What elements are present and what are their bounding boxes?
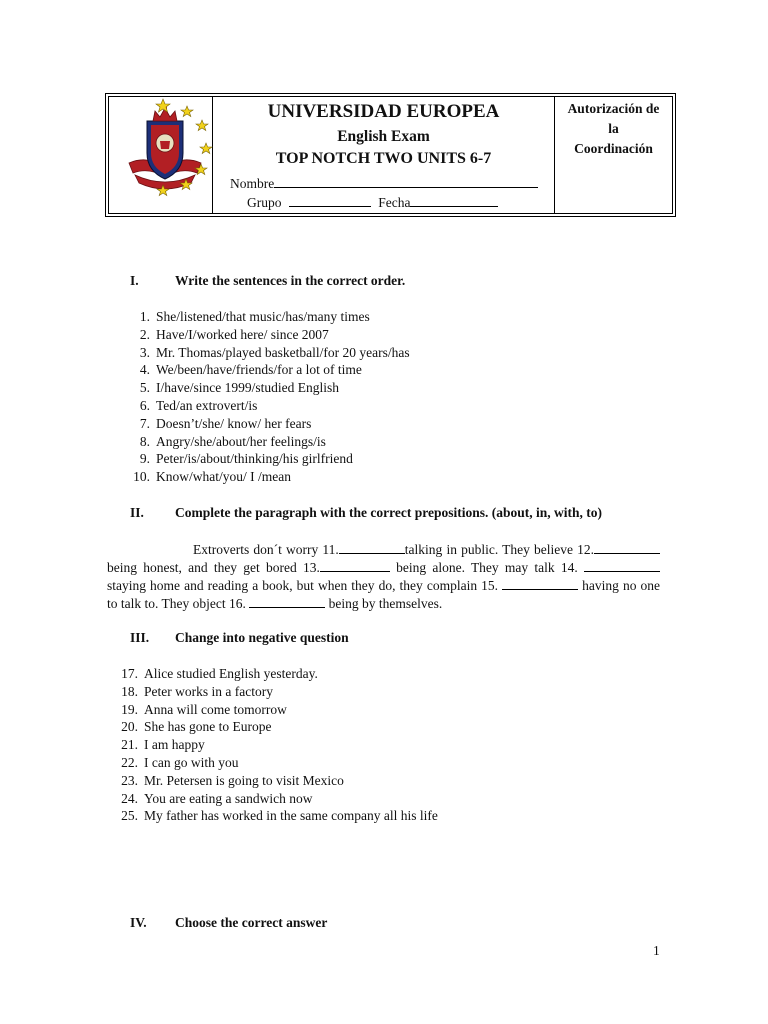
list-item xyxy=(130,308,410,326)
item-number: 18. xyxy=(121,683,138,699)
item-number: 17. xyxy=(121,666,138,681)
item-number: 23. xyxy=(121,772,138,788)
item-text: I am happy xyxy=(144,737,205,753)
item-text: We/been/have/friends/for a lot of time xyxy=(156,362,362,378)
exam-title: English Exam xyxy=(337,128,430,145)
list-item xyxy=(118,718,438,736)
item-number: 5. xyxy=(139,380,150,396)
section-4-title: Choose the correct answer xyxy=(175,915,328,930)
list-item xyxy=(118,807,438,825)
item-number: 8. xyxy=(139,433,150,449)
item-number: 20. xyxy=(121,719,138,735)
item-text: Mr. Thomas/played basketball/for 20 years/has xyxy=(156,344,410,360)
university-name: UNIVERSIDAD EUROPEA xyxy=(267,101,500,122)
blank-14[interactable] xyxy=(584,559,660,572)
section-2-title: Complete the paragraph with the correct prepositions. (about, in, with, to) xyxy=(175,505,602,520)
item-text: Doesn’t/she/ know/ her fears xyxy=(156,415,312,431)
fecha-field[interactable] xyxy=(410,194,498,207)
item-text: Know/what/you/ I /mean xyxy=(156,469,291,485)
list-item xyxy=(130,450,410,468)
nombre-row xyxy=(230,175,538,192)
section-3-heading xyxy=(130,630,670,648)
list-item xyxy=(118,683,438,701)
title-cell xyxy=(213,97,555,213)
authorization-line-1: Autorización de xyxy=(567,101,660,116)
section-1-heading xyxy=(130,273,670,291)
section-4-heading xyxy=(130,915,670,933)
list-item xyxy=(118,701,438,719)
authorization-cell xyxy=(555,97,672,213)
authorization-line-3: Coordinación xyxy=(574,141,653,156)
section-1-title: Write the sentences in the correct order. xyxy=(175,273,406,288)
logo-cell xyxy=(109,97,213,213)
list-item xyxy=(130,415,410,433)
list-item xyxy=(118,736,438,754)
list-item xyxy=(130,468,410,486)
section-1-list xyxy=(130,308,410,486)
item-number: 22. xyxy=(121,754,138,770)
item-number: 25. xyxy=(121,808,138,824)
item-text: Mr. Petersen is going to visit Mexico xyxy=(144,772,344,788)
section-2-number: II. xyxy=(130,505,144,520)
para-part-7: being by themselves. xyxy=(325,596,443,611)
grupo-label: Grupo xyxy=(247,195,282,210)
page-number: 1 xyxy=(653,943,660,958)
exam-header xyxy=(105,93,676,217)
item-text: She has gone to Europe xyxy=(144,719,272,735)
nombre-field[interactable] xyxy=(274,175,538,188)
fecha-label: Fecha xyxy=(378,195,411,210)
list-item xyxy=(130,361,410,379)
item-number: 9. xyxy=(139,451,150,467)
para-part-5: staying home and reading a book, but when they do, they complain 15. xyxy=(107,578,499,593)
grupo-row xyxy=(247,194,498,211)
nombre-label: Nombre xyxy=(230,176,275,191)
item-number: 19. xyxy=(121,701,138,717)
list-item xyxy=(118,665,438,683)
list-item xyxy=(130,326,410,344)
blank-12[interactable] xyxy=(594,541,660,554)
blank-11[interactable] xyxy=(339,541,405,554)
university-crest-logo xyxy=(125,97,215,215)
prepositions-paragraph xyxy=(107,541,660,613)
para-part-3: being honest, and they get bored 13. xyxy=(107,560,320,575)
section-4-number: IV. xyxy=(130,915,147,930)
item-number: 1. xyxy=(139,309,150,324)
item-number: 2. xyxy=(139,326,150,342)
list-item xyxy=(130,379,410,397)
item-text: Peter/is/about/thinking/his girlfriend xyxy=(156,451,353,467)
section-1-number: I. xyxy=(130,273,139,288)
grupo-field[interactable] xyxy=(289,194,371,207)
para-part-1: Extroverts don´t worry 11. xyxy=(193,542,339,557)
authorization-line-2: la xyxy=(608,121,619,136)
item-text: Angry/she/about/her feelings/is xyxy=(156,433,326,449)
section-2-heading xyxy=(130,505,670,523)
blank-16[interactable] xyxy=(249,595,325,608)
item-text: Alice studied English yesterday. xyxy=(144,666,318,681)
para-part-4: being alone. They may talk 14. xyxy=(389,560,584,575)
section-3-number: III. xyxy=(130,630,150,645)
item-number: 10. xyxy=(133,469,150,485)
course-title: TOP NOTCH TWO UNITS 6-7 xyxy=(275,150,492,167)
para-part-6: having no one to talk to. They object 16. xyxy=(107,578,660,611)
item-text: Anna will come tomorrow xyxy=(144,701,287,717)
item-number: 21. xyxy=(121,737,138,753)
list-item xyxy=(130,397,410,415)
item-text: I can go with you xyxy=(144,754,239,770)
item-text: Peter works in a factory xyxy=(144,683,273,699)
list-item xyxy=(118,754,438,772)
blank-13[interactable] xyxy=(320,559,390,572)
list-item xyxy=(130,433,410,451)
blank-15[interactable] xyxy=(502,577,578,590)
para-part-2: talking in public. They believe 12. xyxy=(404,542,594,557)
item-number: 4. xyxy=(139,362,150,378)
item-number: 7. xyxy=(139,415,150,431)
item-text: She/listened/that music/has/many times xyxy=(156,309,370,324)
item-number: 3. xyxy=(139,344,150,360)
header-table xyxy=(108,96,673,214)
item-text: Ted/an extrovert/is xyxy=(156,397,258,413)
item-text: You are eating a sandwich now xyxy=(144,790,313,806)
list-item xyxy=(130,344,410,362)
list-item xyxy=(118,790,438,808)
item-text: My father has worked in the same company all his life xyxy=(144,808,438,824)
list-item xyxy=(118,772,438,790)
item-text: I/have/since 1999/studied English xyxy=(156,380,339,396)
section-3-title: Change into negative question xyxy=(175,630,349,645)
item-text: Have/I/worked here/ since 2007 xyxy=(156,326,329,342)
item-number: 24. xyxy=(121,790,138,806)
item-number: 6. xyxy=(139,397,150,413)
section-3-list xyxy=(118,665,438,825)
